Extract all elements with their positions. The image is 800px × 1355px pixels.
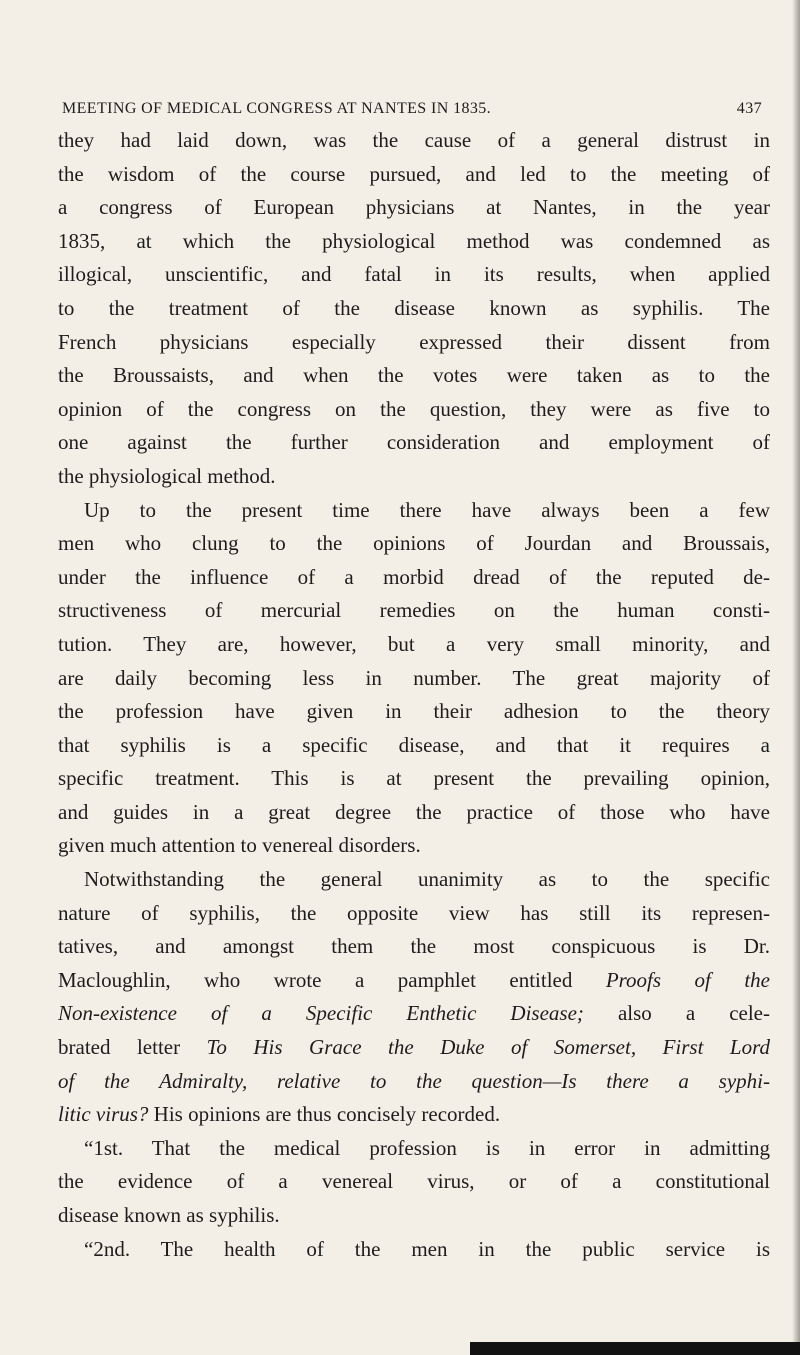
text-line: one against the further consideration and employment of [58,430,770,455]
text-line: the wisdom of the course pursued, and led to the meeting of [58,161,770,186]
paragraph-start-line: Notwithstanding the general unanimity as to the specific [84,867,770,892]
text-line: a congress of European physicians at Nantes, in the year [58,195,770,220]
text-line: tatives, and amongst them the most conspicuous is Dr. [58,934,770,959]
paragraph-start-line: “2nd. The health of the men in the public service is [84,1236,770,1261]
text-run: His opinions are thus concisely recorded. [148,1102,501,1127]
letter-title-italic: litic virus? [58,1102,149,1127]
text-line: illogical, unscientific, and fatal in its results, when applied [58,262,770,287]
text-line: men who clung to the opinions of Jourdan and Broussais, [58,531,770,556]
text-line: opinion of the congress on the question, they were as five to [58,396,770,421]
text-line: and guides in a great degree the practice of those who have [58,799,770,824]
paragraph-end-line [58,1098,770,1132]
text-run: Macloughlin, who wrote a pamphlet entitled [58,967,606,992]
paragraph-start-line: “1st. That the medical profession is in error in admitting [84,1135,770,1160]
body-text [58,124,770,1266]
letter-title-italic: of the Admiralty, relative to the question—Is there a syphi- [58,1068,770,1093]
paragraph-end-line: given much attention to venereal disorders. [58,833,421,858]
page-edge-shadow [792,0,800,1355]
paragraph-start-line: Up to the present time there have always been a few [84,497,770,522]
scan-edge-bar [470,1342,800,1355]
book-title-italic: Proofs of the [605,967,770,992]
text-run: brated letter [58,1035,207,1060]
letter-title-italic: To His Grace the Duke of Somerset, First Lord [206,1035,771,1060]
paragraph-end-line: the physiological method. [58,463,276,488]
text-run: also a cele- [583,1001,770,1026]
text-line: tution. They are, however, but a very small minority, and [58,631,770,656]
paragraph-end-line: disease known as syphilis. [58,1203,280,1227]
text-line: structiveness of mercurial remedies on the human consti- [58,598,770,623]
text-line: French physicians especially expressed their dissent from [58,329,770,354]
text-line [58,1031,770,1065]
running-title: MEETING OF MEDICAL CONGRESS AT NANTES IN 1835. [62,100,492,117]
text-line: 1835, at which the physiological method was condemned as [58,228,770,253]
text-line: to the treatment of the disease known as syphilis. The [58,295,770,320]
text-line: are daily becoming less in number. The great majority of [58,665,770,690]
text-line [58,997,770,1031]
book-title-italic: Non-existence of a Specific Enthetic Disease; [58,1001,584,1026]
text-line [58,964,770,998]
page-number: 437 [736,100,762,117]
text-line [58,1065,770,1099]
text-line: the profession have given in their adhesion to the theory [58,699,770,724]
text-line: specific treatment. This is at present the prevailing opinion, [58,766,770,791]
text-line: the Broussaists, and when the votes were taken as to the [58,363,770,388]
text-line: the evidence of a venereal virus, or of a constitutional [58,1169,770,1194]
text-line: nature of syphilis, the opposite view has still its represen- [58,900,770,925]
text-line: that syphilis is a specific disease, and that it requires a [58,732,770,757]
text-line: they had laid down, was the cause of a general distrust in [58,128,770,152]
text-line: under the influence of a morbid dread of the reputed de- [58,564,770,589]
